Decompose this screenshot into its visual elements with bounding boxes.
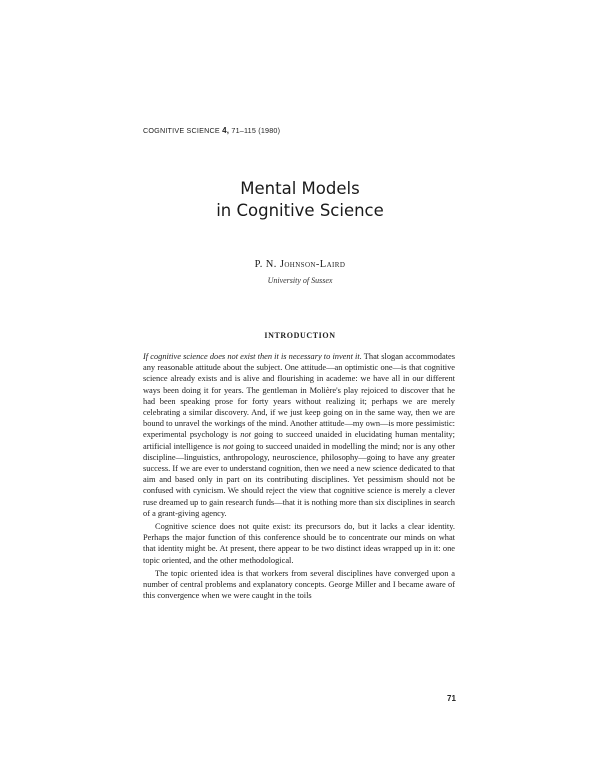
- article-title: [0, 178, 600, 222]
- journal-pages: 71–115 (1980): [231, 126, 281, 135]
- paragraph-1-part-b: going to succeed unaided in elucidating human mentality; artificial intelligence is: [143, 430, 455, 451]
- title-line-1: Mental Models: [240, 179, 360, 198]
- author-affiliation: University of Sussex: [267, 276, 333, 285]
- section-heading: INTRODUCTION: [264, 331, 336, 340]
- emphasis-not-2: not: [222, 441, 234, 451]
- running-head: [143, 126, 280, 135]
- page-number: 71: [447, 694, 456, 703]
- article-body: [143, 351, 455, 601]
- paragraph-1: [143, 351, 455, 519]
- paragraph-2: Cognitive science does not quite exist: its precursors do, but it lacks a clear identity. Perhaps the major function of this conference should be to concentrate our minds on what that identity might be. At present, there appear to be two distinct ideas wrapped up in it: one topic oriented, and the other methodological.: [143, 522, 455, 565]
- author-name: P. N. Johnson-Laird: [254, 259, 346, 270]
- paragraph-1-part-c: going to succeed unaided in modelling the mind; nor is any other discipline—linguistics, anthropology, neuroscience, philosophy—going to have any greater success. If we are ever to understand cognition, then we need a new science dedicated to that aim and based only in part on its contributing disciplines. Yet pessimism should not be confused with cynicism. We should reject the view that cognitive science is merely a clever ruse dreamed up to gain research funds—that it is nothing more than six disciplines in search of a grant-giving agency.: [143, 441, 455, 518]
- journal-name: COGNITIVE SCIENCE: [143, 126, 220, 135]
- paragraph-1-part-a: That slogan accommodates any reasonable attitude about the subject. One attitude—an optimistic one—is that cognitive science already exists and is alive and flourishing in academe: we have all in our different ways been doing it for years. The gentleman in Molière's play rejoiced to discover that he had been speaking prose for forty years without realizing it; perhaps we are merely celebrating a similar discovery. And, if we just keep going on in the same way, then we are bound to unravel the workings of the mind. Another attitude—my own—is more pessimistic: experimental psychology is: [143, 352, 456, 440]
- paragraph-3: The topic oriented idea is that workers from several disciplines have converged upon a number of central problems and explanatory concepts. George Miller and I became aware of this convergence when we were caught in the toils: [143, 568, 455, 601]
- journal-volume: 4,: [222, 126, 230, 135]
- title-line-2: in Cognitive Science: [216, 201, 384, 220]
- emphasis-not-1: not: [240, 430, 251, 440]
- opening-slogan: If cognitive science does not exist then it is necessary to invent it.: [143, 352, 362, 361]
